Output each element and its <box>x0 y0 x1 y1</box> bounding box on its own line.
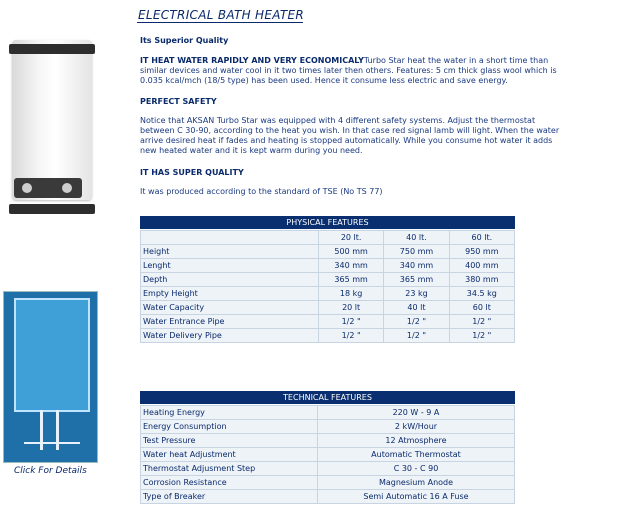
table-cell: 1/2 " <box>450 329 514 342</box>
table-cell: 1/2 " <box>384 329 448 342</box>
row-label: Test Pressure <box>141 434 317 447</box>
table-cell: 60 lt <box>450 301 514 314</box>
quality-heading: IT HAS SUPER QUALITY <box>140 168 244 177</box>
safety-heading: PERFECT SAFETY <box>140 97 217 106</box>
technical-features-header: TECHNICAL FEATURES <box>140 391 515 404</box>
table-cell: Magnesium Anode <box>318 476 514 489</box>
diagram-pipe <box>24 442 80 444</box>
safety-line-2: between C 30-90, according to the heat you wish. In that case red signal lamb will light. When the water <box>140 126 560 135</box>
safety-line-3: arrive desired heat if fades and heating is stopped automatically. While you consume hot water it adds <box>140 136 553 145</box>
table-row <box>141 406 514 419</box>
table-cell: 950 mm <box>450 245 514 258</box>
table-cell: 40 lt <box>384 301 448 314</box>
table-row <box>141 420 514 433</box>
table-cell: 1/2 " <box>319 315 383 328</box>
heat-paragraph <box>140 56 638 86</box>
table-row <box>141 301 514 314</box>
table-cell: Semi Automatic 16 A Fuse <box>318 490 514 503</box>
table-row <box>141 245 514 258</box>
heater-bottom-band <box>9 204 95 214</box>
row-label: Water heat Adjustment <box>141 448 317 461</box>
table-cell: 12 Atmosphere <box>318 434 514 447</box>
heater-knob <box>22 183 32 193</box>
row-label: Water Delivery Pipe <box>141 329 318 342</box>
table-cell: 400 mm <box>450 259 514 272</box>
heater-top-band <box>9 44 95 54</box>
row-label: Water Entrance Pipe <box>141 315 318 328</box>
column-header: 40 lt. <box>384 231 448 244</box>
table-row <box>141 273 514 286</box>
table-row <box>141 476 514 489</box>
table-cell: Automatic Thermostat <box>318 448 514 461</box>
safety-line-4: new heated water and it is kept warm during you need. <box>140 146 363 155</box>
table-row <box>141 315 514 328</box>
row-label: Thermostat Adjusment Step <box>141 462 317 475</box>
table-row <box>141 462 514 475</box>
table-cell: 380 mm <box>450 273 514 286</box>
heater-knob <box>62 183 72 193</box>
installation-diagram-image[interactable] <box>3 291 98 463</box>
row-label: Energy Consumption <box>141 420 317 433</box>
table-cell: 34.5 kg <box>450 287 514 300</box>
row-label: Corrosion Resistance <box>141 476 317 489</box>
table-cell: 365 mm <box>384 273 448 286</box>
table-cell: 23 kg <box>384 287 448 300</box>
heat-heading: IT HEAT WATER RAPIDLY AND VERY ECONOMICALY <box>140 56 364 65</box>
table-row <box>141 287 514 300</box>
table-row <box>141 434 514 447</box>
diagram-pipe <box>56 410 59 450</box>
physical-features-grid <box>140 230 515 343</box>
row-label: Depth <box>141 273 318 286</box>
row-label: Type of Breaker <box>141 490 317 503</box>
click-for-details-link[interactable]: Click For Details <box>14 466 87 476</box>
table-row <box>141 329 514 342</box>
quality-line: It was produced according to the standard of TSE (No TS 77) <box>140 187 383 196</box>
table-cell: 750 mm <box>384 245 448 258</box>
row-label: Empty Height <box>141 287 318 300</box>
physical-features-header: PHYSICAL FEATURES <box>140 216 515 229</box>
technical-features-grid <box>140 405 515 504</box>
table-cell-empty <box>141 231 318 244</box>
safety-paragraph <box>140 116 638 156</box>
table-cell: 1/2 " <box>384 315 448 328</box>
title-underline <box>137 22 303 23</box>
table-cell: 340 mm <box>319 259 383 272</box>
column-header: 20 lt. <box>319 231 383 244</box>
heat-line-2: similar devices and water cool in it two times later then others. Features: 5 cm thick glass wool which is <box>140 66 557 75</box>
heat-line-1: Turbo Star heat the water in a short time than <box>363 56 549 65</box>
heat-line-3: 0.035 kcal/mch (18/5 type) has been used. Hence it consume less electric and save energy. <box>140 76 508 85</box>
row-label: Water Capacity <box>141 301 318 314</box>
table-cell: 500 mm <box>319 245 383 258</box>
superior-quality-heading: Its Superior Quality <box>140 36 229 45</box>
table-cell: 1/2 " <box>450 315 514 328</box>
heater-body <box>12 40 92 200</box>
table-cell: 2 kW/Hour <box>318 420 514 433</box>
table-row <box>141 231 514 244</box>
table-cell: C 30 - C 90 <box>318 462 514 475</box>
table-cell: 220 W - 9 A <box>318 406 514 419</box>
table-row <box>141 448 514 461</box>
row-label: Height <box>141 245 318 258</box>
table-row <box>141 259 514 272</box>
table-row <box>141 490 514 503</box>
row-label: Lenght <box>141 259 318 272</box>
diagram-pipe <box>40 410 43 450</box>
table-cell: 365 mm <box>319 273 383 286</box>
table-cell: 340 mm <box>384 259 448 272</box>
table-cell: 1/2 " <box>319 329 383 342</box>
table-cell: 18 kg <box>319 287 383 300</box>
column-header: 60 lt. <box>450 231 514 244</box>
diagram-heater <box>14 298 90 412</box>
row-label: Heating Energy <box>141 406 317 419</box>
table-cell: 20 lt <box>319 301 383 314</box>
heater-control-panel <box>14 178 82 198</box>
page-title: ELECTRICAL BATH HEATER <box>138 8 305 22</box>
safety-line-1: Notice that AKSAN Turbo Star was equipped with 4 different safety systems. Adjust the thermostat <box>140 116 536 125</box>
heater-product-image <box>6 36 98 206</box>
